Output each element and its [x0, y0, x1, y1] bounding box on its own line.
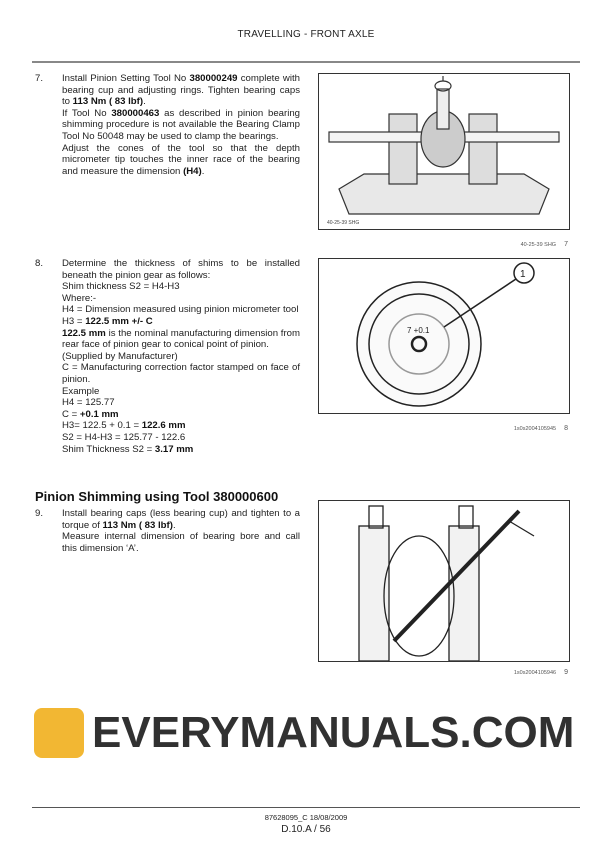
step-body: [62, 508, 300, 554]
text-segment: H3= 122.5 + 0.1 =: [62, 420, 142, 432]
step-paragraph: [62, 432, 300, 444]
text-segment: .: [143, 96, 146, 108]
step-9: [35, 508, 300, 554]
emphasis-value: 3.17 mm: [154, 443, 194, 455]
figure-7-ref: 40-25-39 SHG: [520, 242, 557, 248]
figure-8-caption: [318, 425, 568, 432]
watermark-logo: [34, 708, 84, 758]
text-segment: Adjust the cones of the tool so that the depth micrometer tip touches the inner race of the bearing and measure the dimension: [62, 142, 300, 177]
text-segment: Determine the thickness of shims to be installed beneath the pinion gear as follows:: [62, 258, 300, 281]
step-paragraph: [62, 386, 300, 398]
emphasis-value: 113 Nm ( 83 lbf): [72, 96, 144, 108]
text-segment: Install Pinion Setting Tool No: [62, 73, 190, 84]
step-paragraph: [62, 351, 300, 363]
figure-8-pinion-gear: [318, 258, 570, 414]
figure-7-caption: [318, 241, 568, 248]
figure-8-ref: 1s0s2004105945: [513, 426, 557, 432]
figure-9-number: 9: [564, 669, 568, 676]
text-segment: (Supplied by Manufacturer): [62, 350, 178, 362]
callout-1: 1: [520, 269, 526, 280]
step-7: [35, 73, 300, 177]
step-paragraph: [62, 531, 300, 554]
figure-7-number: 7: [564, 241, 568, 248]
step-number: 9.: [35, 508, 44, 519]
text-segment: Shim thickness S2 = H4-H3: [62, 281, 180, 293]
step-number: 7.: [35, 73, 44, 84]
figure-9-ref: 1s0s2004105946: [513, 670, 557, 676]
text-segment: C = Manufacturing correction factor stamped on face of pinion.: [62, 362, 300, 385]
text-segment: S2 = H4-H3 = 125.77 - 122.6: [62, 431, 186, 443]
text-segment: C =: [62, 408, 80, 420]
step-paragraph: [62, 316, 300, 328]
text-segment: H4 = Dimension measured using pinion micrometer tool: [62, 304, 299, 316]
text-segment: Example: [62, 385, 100, 397]
text-segment: Shim Thickness S2 =: [62, 443, 155, 455]
figure-7-pinion-setting-tool: [318, 73, 570, 230]
step-paragraph: [62, 508, 300, 531]
gear-marking: 7 +0.1: [407, 326, 430, 335]
figure-9-caption: [318, 669, 568, 676]
emphasis-value: (H4): [183, 165, 202, 177]
text-segment: Install bearing caps (less bearing cup) and tighten to a torque of: [62, 508, 300, 531]
step-paragraph: [62, 397, 300, 409]
emphasis-value: 113 Nm ( 83 lbf): [102, 519, 173, 531]
step-body: [62, 258, 300, 455]
emphasis-value: +0.1 mm: [79, 408, 119, 420]
step-number: 8.: [35, 258, 44, 269]
text-segment: is the nominal manufacturing dimension from rear face of pinion gear to conical point of pinion.: [62, 327, 300, 351]
text-segment: H3 =: [62, 315, 86, 327]
footer-doc-ref: 87628095_C 18/08/2009: [264, 813, 348, 822]
figure-7-inner-label: 40-25-39 SHG: [327, 220, 360, 226]
text-segment: as described in pinion bearing shimming procedure is not available the Bearing Clamp Tool No 50048 may be used to clamp the bearings.: [62, 107, 300, 142]
text-segment: H4 = 125.77: [62, 397, 115, 409]
step-paragraph: [62, 293, 300, 305]
emphasis-value: 122.5 mm: [62, 327, 106, 339]
text-segment: If Tool No: [62, 107, 112, 119]
step-paragraph: [62, 108, 300, 143]
step-paragraph: [62, 281, 300, 293]
step-body: [62, 73, 300, 177]
section-heading: Pinion Shimming using Tool 380000600: [35, 489, 279, 504]
step-paragraph: [62, 73, 300, 108]
step-paragraph: [62, 409, 300, 421]
page-header-title: TRAVELLING - FRONT AXLE: [237, 29, 375, 40]
step-paragraph: [62, 304, 300, 316]
text-segment: complete with bearing cup and adjusting rings. Tighten bearing caps to: [62, 73, 300, 108]
figure-8-number: 8: [564, 425, 568, 432]
figure-9-bearing-bore-measurement: [318, 500, 570, 662]
step-paragraph: [62, 362, 300, 385]
emphasis-value: 380000463: [111, 107, 160, 119]
emphasis-value: 122.6 mm: [141, 420, 186, 432]
footer-rule: [32, 807, 580, 808]
step-paragraph: [62, 328, 300, 351]
pinion-setting-tool-illustration: [319, 74, 569, 229]
text-segment: .: [172, 519, 176, 531]
text-segment: .: [201, 165, 205, 177]
bearing-bore-illustration: [319, 501, 569, 661]
step-paragraph: [62, 420, 300, 432]
pinion-gear-illustration: [319, 259, 569, 413]
emphasis-value: 122.5 mm +/- C: [85, 315, 153, 327]
step-paragraph: [62, 143, 300, 178]
text-segment: Measure internal dimension of bearing bore and call this dimension ‘A’.: [62, 531, 300, 554]
text-segment: Where:-: [62, 292, 97, 304]
watermark: EVERYMANUALS.COM: [92, 708, 575, 757]
footer-page-number: D.10.A / 56: [281, 824, 331, 835]
step-8: [35, 258, 300, 455]
step-paragraph: [62, 444, 300, 456]
step-paragraph: [62, 258, 300, 281]
header-rule: [32, 61, 580, 63]
emphasis-value: 380000249: [189, 73, 238, 84]
